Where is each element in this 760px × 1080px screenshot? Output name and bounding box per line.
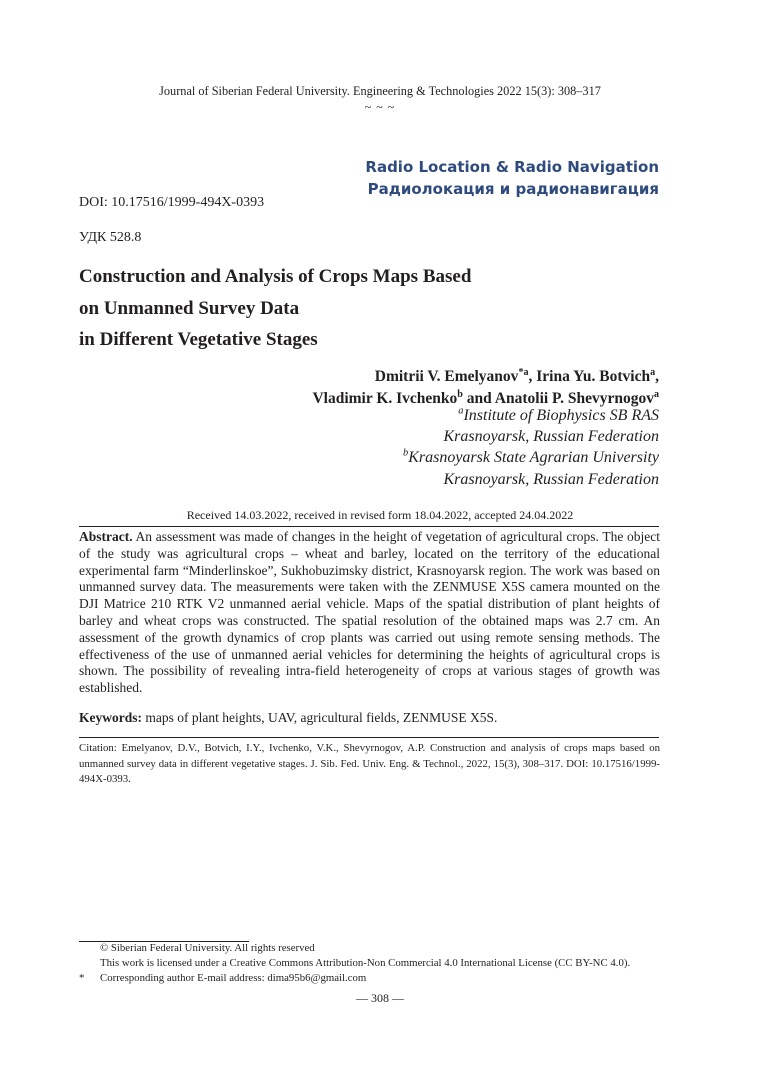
received-dates: Received 14.03.2022, received in revised form 18.04.2022, accepted 24.04.2022 bbox=[186, 508, 574, 522]
header-separator: ~ ~ ~ bbox=[364, 100, 396, 114]
author-conjunction: and bbox=[462, 390, 495, 407]
title-line: in Different Vegetative Stages bbox=[79, 329, 318, 350]
affiliation-b bbox=[99, 447, 659, 468]
affiliations bbox=[99, 405, 659, 490]
author-name: Anatolii P. Shevyrnogov bbox=[494, 390, 654, 407]
journal-header: Journal of Siberian Federal University. Engineering & Technologies 2022 15(3): 308–317 bbox=[159, 84, 601, 98]
affiliation-a bbox=[99, 405, 659, 426]
author-affil-mark: b bbox=[457, 388, 463, 400]
author-name: Irina Yu. Botvich bbox=[536, 368, 651, 385]
affil-mark: b bbox=[402, 448, 409, 460]
author-affil-mark: *a bbox=[518, 366, 529, 378]
citation: Citation: Emelyanov, D.V., Botvich, I.Y., Ivchenko, V.K., Shevyrnogov, A.P. Construction and analysis of crops maps based on unmanned survey data in different vegetative stages. J. Sib. Fed. Univ. Eng. & Technol., 2022, 15(3), 308–317. DOI: 10.17516/1999-494X-0393. bbox=[79, 742, 660, 786]
abstract-label: Abstract. bbox=[79, 529, 133, 544]
keywords-text: maps of plant heights, UAV, agricultural fields, ZENMUSE X5S. bbox=[142, 710, 498, 725]
citation-top-rule bbox=[79, 737, 659, 738]
affil-name: Institute of Biophysics SB RAS bbox=[463, 407, 659, 424]
keywords bbox=[79, 710, 660, 727]
authors-line-1 bbox=[99, 366, 659, 388]
affil-mark: a bbox=[458, 405, 464, 417]
section-title-ru: Радиолокация и радионавигация bbox=[367, 180, 659, 198]
affiliation-b-city: Krasnoyarsk, Russian Federation bbox=[443, 470, 659, 488]
author-affil-mark: a bbox=[650, 366, 656, 378]
abstract-text: An assessment was made of changes in the height of vegetation of agricultural crops. The object of the study was agricultural crops – wheat and barley, located on the territory of the educational experimental farm “Minderlinskoe”, Sukhobuzimsky district, Krasnoyarsk region. The work was based on unmanned survey data. The measurements were taken with the ZENMUSE X5S camera mounted on the DJI Matrice 210 RTK V2 unmanned aerial vehicle. Maps of the spatial distribution of plant heights of barley and wheat crops was constructed. The spatial resolution of the obtained maps was 2.7 cm. An assessment of the growth dynamics of crop plants was carried out using remote sensing methods. The effectiveness of the use of unmanned aerial vehicles for determining the heights of agricultural crops is shown. The possibility of revealing intra-field heterogeneity of crops at various stages of growth was established. bbox=[79, 529, 660, 696]
article-title bbox=[79, 261, 471, 356]
title-line: on Unmanned Survey Data bbox=[79, 297, 300, 319]
affil-name: Krasnoyarsk State Agrarian University bbox=[408, 449, 659, 467]
author-separator: , bbox=[528, 368, 537, 385]
footnote-text: This work is licensed under a Creative Commons Attribution-Non Commercial 4.0 International License (CC BY-NC 4.0). bbox=[100, 957, 631, 969]
footnote-text: Corresponding author E-mail address: dima95b6@gmail.com bbox=[100, 972, 367, 984]
footnote-text: © Siberian Federal University. All rights reserved bbox=[100, 942, 315, 954]
footnote-star: * bbox=[79, 972, 85, 984]
author-name: Dmitrii V. Emelyanov bbox=[374, 368, 519, 385]
title-line: Construction and Analysis of Crops Maps Based bbox=[79, 266, 472, 287]
abstract-top-rule bbox=[79, 526, 659, 527]
keywords-label: Keywords: bbox=[79, 710, 142, 725]
udk: УДК 528.8 bbox=[79, 230, 142, 245]
author-name: Vladimir K. Ivchenko bbox=[312, 390, 458, 407]
page-number: — 308 — bbox=[356, 991, 404, 1005]
abstract bbox=[79, 529, 660, 697]
doi: DOI: 10.17516/1999-494X-0393 bbox=[79, 195, 265, 210]
affiliation-a-city: Krasnoyarsk, Russian Federation bbox=[443, 428, 659, 446]
author-affil-mark: a bbox=[653, 388, 659, 400]
section-title-en: Radio Location & Radio Navigation bbox=[365, 158, 659, 176]
author-separator: , bbox=[655, 368, 659, 385]
authors bbox=[99, 366, 659, 410]
